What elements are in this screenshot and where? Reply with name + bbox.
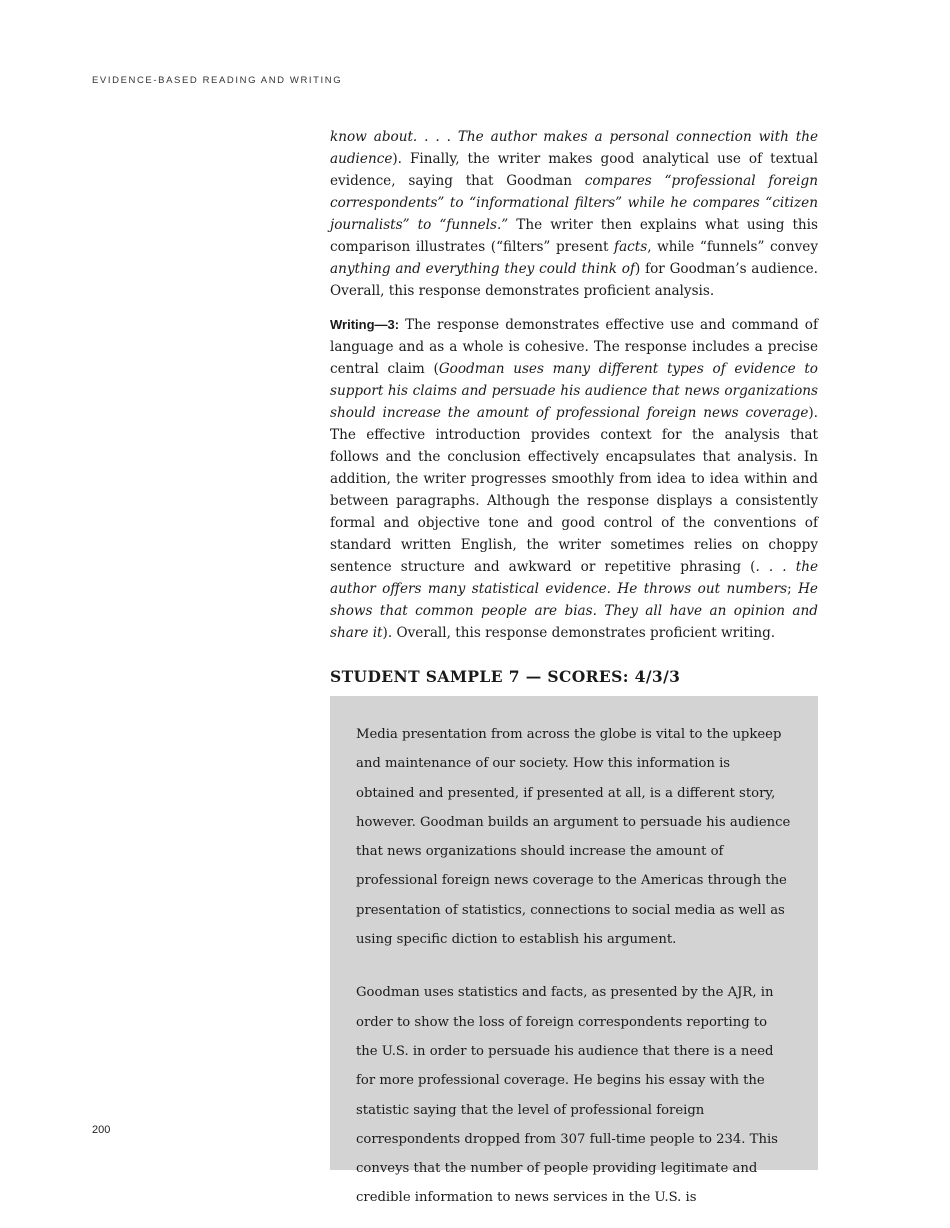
running-head: EVIDENCE-BASED READING AND WRITING: [92, 75, 343, 86]
text-run: ). Finally, the writer makes good analytical use of textual evidence, saying that Goodman: [330, 151, 818, 189]
text-run: The response demonstrates effective use and command of language and as a whole is cohesive. The response includes a precise central claim (: [330, 317, 818, 377]
text-run: anything and everything they could think of: [330, 261, 636, 277]
text-run: ). The effective introduction provides context for the analysis that follows and the conclusion effectively encapsulates that analysis. In addition, the writer progresses smoothly from idea to idea within and between paragraphs. Although the response displays a consistently formal and objective tone and good control of the conventions of standard written English, the writer sometimes relies on choppy sentence structure and awkward or repetitive phrasing (: [330, 405, 818, 575]
text-run: facts: [614, 239, 648, 255]
analysis-paragraph: [330, 126, 818, 302]
text-run: , while “funnels” convey: [647, 239, 819, 255]
text-run: . . . the author offers many statistical evidence. He throws out numbers: [330, 559, 818, 597]
writing-score-label: Writing—3:: [330, 317, 400, 332]
writing-score-text: [330, 317, 818, 641]
text-run: Goodman uses many different types of evidence to support his claims and persuade his audience that news organizations should increase the amount of professional foreign news coverage: [330, 361, 818, 421]
text-run: ;: [787, 581, 799, 597]
text-run: compares “professional foreign correspondents” to “informational filters” while he compares “citizen journalists” to “funnels.”: [330, 173, 818, 233]
text-run: ) for Goodman’s audience. Overall, this response demonstrates proficient analysis.: [330, 261, 818, 299]
page-number: 200: [92, 1124, 111, 1136]
student-sample-box: [330, 696, 818, 1206]
sample-paragraph-2: Goodman uses statistics and facts, as presented by the AJR, in order to show the loss of foreign correspondents reporting to the U.S. in order to persuade his audience that there is a need for more professional coverage. He begins his essay with the statistic saying that the level of professional foreign correspondents dropped from 307 full-time people to 234. This conveys that the number of people providing legitimate and credible information to news services in the U.S. is: [356, 985, 778, 1206]
text-run: ). Overall, this response demonstrates proficient writing.: [382, 625, 776, 641]
text-run: know about. . . . The author makes a personal connection with the audience: [330, 129, 818, 167]
sample-paragraph-1: Media presentation from across the globe is vital to the upkeep and maintenance of our society. How this information is obtained and presented, if presented at all, is a different story, however. Goodman builds an argument to persuade his audience that news organizations should increase the amount of professional foreign news coverage to the Americas through the presentation of statistics, connections to social media as well as using specific diction to establish his argument.: [356, 727, 791, 948]
main-column: [330, 126, 819, 1206]
text-run: He shows that common people are bias. They all have an opinion and share it: [330, 581, 818, 641]
text-run: The writer then explains what using this comparison illustrates (“filters” present: [330, 217, 818, 255]
writing-score-paragraph: [330, 314, 818, 644]
sample-heading: STUDENT SAMPLE 7 — SCORES: 4/3/3: [330, 667, 681, 686]
